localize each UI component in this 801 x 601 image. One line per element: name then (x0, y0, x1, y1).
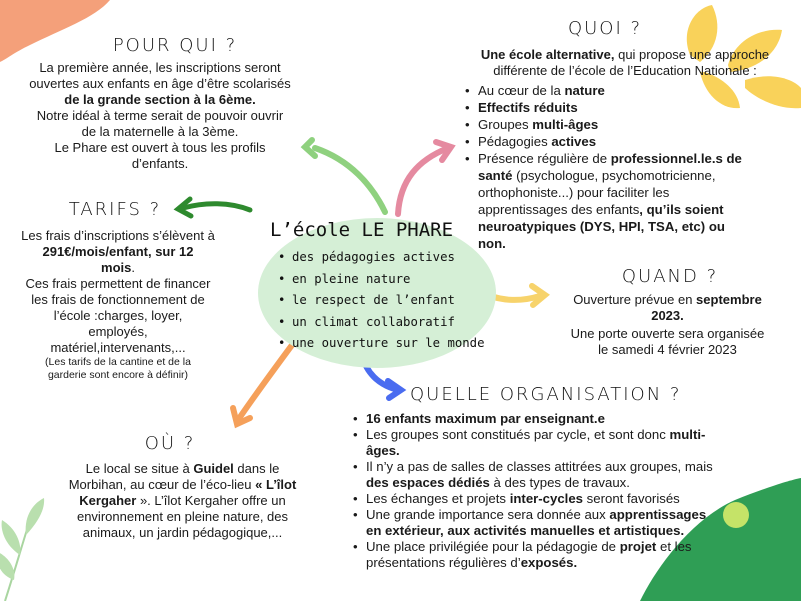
center-item: • en pleine nature (276, 269, 485, 291)
organisation-title: QUELLE ORGANISATION ? (410, 384, 682, 405)
list-item: • Une place privilégiée pour la pédagogie de projet et les présentations régulières d’exposés. (352, 539, 792, 571)
list-item: • 16 enfants maximum par enseignant.e (352, 411, 792, 427)
center-title: L’école LE PHARE (270, 219, 454, 241)
list-item: • Présence régulière de professionnel.le.s de santé (psychologue, psychomotricienne, orthophoniste...) pour faciliter les apprentissages des enfants, qu’ils soient neuroatypiques (DYS, HPI, TSA, etc) ou non. (464, 150, 800, 252)
leaf-sprig-3 (0, 552, 14, 580)
center-list (276, 247, 485, 355)
quoi-title: QUOI ? (567, 18, 643, 39)
center-item: • des pédagogies actives (276, 247, 485, 269)
list-item: • Groupes multi-âges (464, 116, 800, 133)
pour-qui-text: La première année, les inscriptions seront ouvertes aux enfants en âge d’être scolarisés de la grande section à la 6ème. Notre idéal à terme serait de pouvoir ouvrir de la maternelle à la 3ème. Le Phare est ouvert à tous les profils d’enfants. (29, 60, 291, 171)
ou-title: OÙ ? (144, 433, 196, 454)
tarifs-title: TARIFS ? (68, 199, 162, 220)
leaf-sprig-2 (26, 498, 44, 535)
list-item: • Pédagogies actives (464, 133, 800, 150)
arrow-to-tarifs (178, 199, 250, 216)
list-item: • Les échanges et projets inter-cycles seront favorisés (352, 491, 792, 507)
tarifs-text: Les frais d’inscriptions s’élèvent à 291€/mois/enfant, sur 12 mois. Ces frais permettent de financer les frais de fonctionnement de l’école :charges, loyer, employés, matériel,intervenants,... (Les tarifs de la cantine et de la garderie sont encore à définir) (21, 228, 215, 381)
center-item: • le respect de l’enfant (276, 290, 485, 312)
organisation-list (352, 411, 792, 571)
list-item: • Les groupes sont constitués par cycle, et sont donc multi- âges. (352, 427, 792, 459)
list-item: • Au cœur de la nature (464, 82, 800, 99)
center-item: • une ouverture sur le monde (276, 333, 485, 355)
quand-text: Ouverture prévue en septembre 2023. Une porte ouverte sera organisée le samedi 4 février 2023 (570, 292, 765, 357)
quoi-intro: Une école alternative, qui propose une approche différente de l’école de l’Education Nationale : (480, 47, 770, 78)
ou-text: Le local se situe à Guidel dans le Morbihan, au cœur de l’éco-lieu « L’îlot Kergaher ». L’îlot Kergaher offre un environnement en pleine nature, des animaux, un jardin pédagogique,... (68, 461, 297, 540)
list-item: • Effectifs réduits (464, 99, 800, 116)
quoi-list (464, 82, 800, 252)
pour-qui-title: POUR QUI ? (112, 35, 238, 56)
arrow-to-quoi (398, 142, 451, 214)
center-item: • un climat collaboratif (276, 312, 485, 334)
list-item: • Une grande importance sera donnée aux apprentissages en extérieur, aux activités manuelles et artistiques. (352, 507, 792, 539)
arrow-to-ou (233, 345, 292, 424)
list-item: • Il n’y a pas de salles de classes attitrées aux groupes, mais des espaces dédiés à des types de travaux. (352, 459, 792, 491)
leaf-sprig-1 (2, 520, 21, 555)
quand-title: QUAND ? (621, 266, 719, 287)
